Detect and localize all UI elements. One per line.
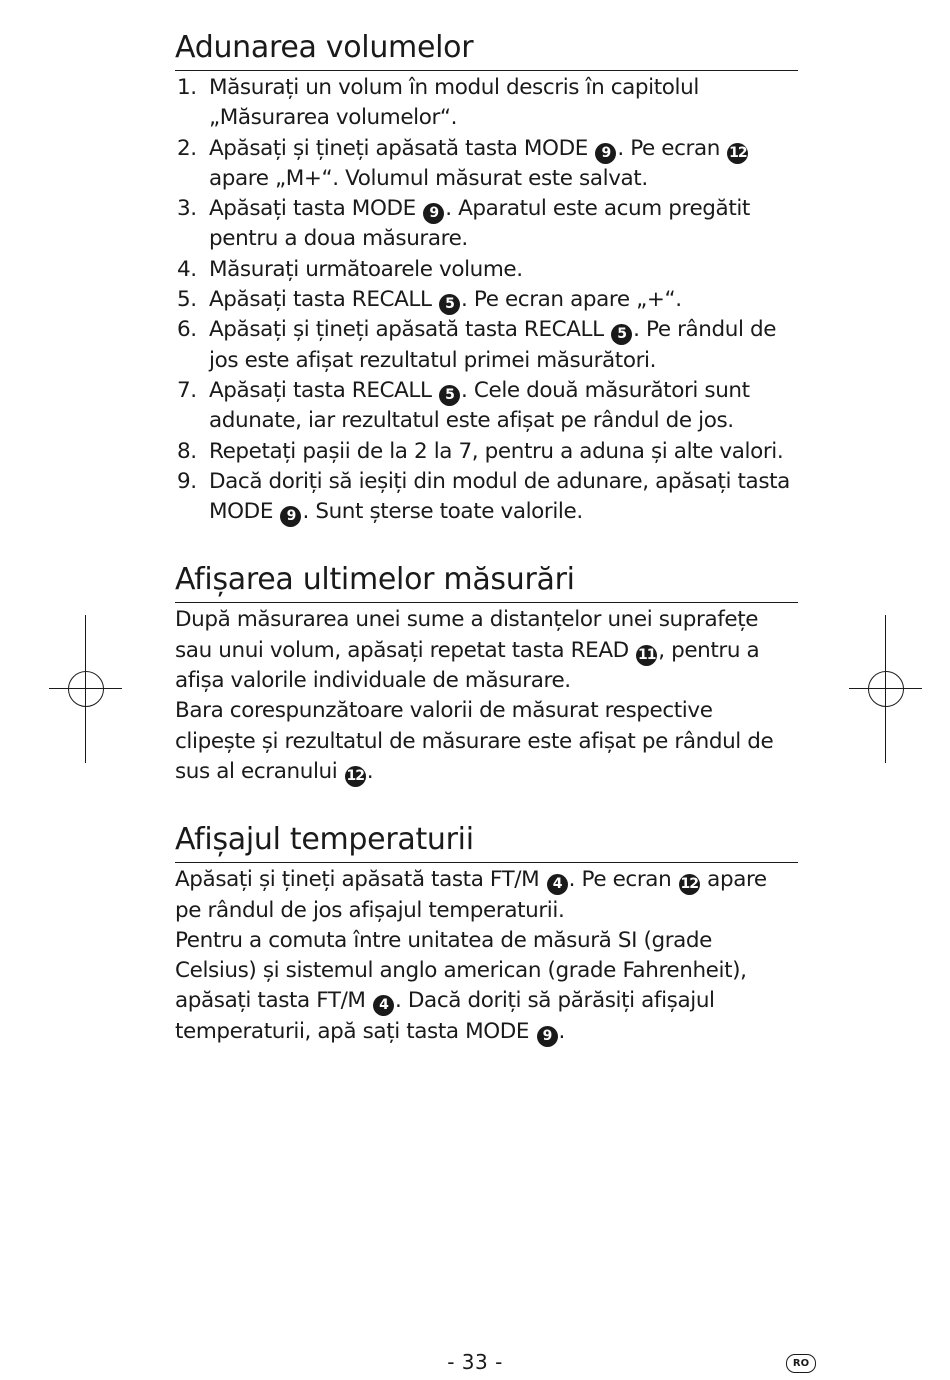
list-item: 7. Apăsați tasta RECALL 5 . Cele două măsurători sunt adunate, iar rezultatul este afișat pe rândul de jos. <box>177 377 750 434</box>
list-item: 8. Repetați pașii de la 2 la 7, pentru a aduna și alte valori. <box>177 438 784 464</box>
section-volume-addition <box>175 28 798 527</box>
list-item: 3. Apăsați tasta MODE 9 . Aparatul este acum pregătit pentru a doua măsurare. <box>177 196 750 252</box>
callout-number-icon: 12 <box>345 766 366 787</box>
callout-number-icon: 5 <box>439 294 460 315</box>
paragraph: Bara corespunzătoare valorii de măsurat respective clipește și rezultatul de măsurare este afișat pe rândul de sus al ecranului 12 . <box>175 696 798 787</box>
list-item: 1. Măsurați un volum în modul descris în capitolul „Măsurarea volumelor“. <box>177 75 699 131</box>
crop-mark-right-icon <box>849 615 922 763</box>
paragraph: După măsurarea unei sume a distanțelor unei suprafețe sau unui volum, apăsați repetat tasta READ 11 , pentru a afișa valorile individuale de măsurare. <box>175 607 760 694</box>
callout-number-icon: 9 <box>423 203 444 224</box>
list-item: 5. Apăsați tasta RECALL 5 . Pe ecran apare „+“. <box>175 285 798 315</box>
callout-number-icon: 9 <box>595 143 616 164</box>
section-last-measurements <box>175 560 798 787</box>
list-item: 2. Apăsați și țineți apăsată tasta MODE 9 . Pe ecran 12 apare „M+“. Volumul măsurat este salvat. <box>177 135 747 191</box>
callout-number-icon: 11 <box>636 645 657 666</box>
page-number: - 33 - <box>447 1350 503 1374</box>
callout-number-icon: 4 <box>373 995 394 1016</box>
callout-number-icon: 12 <box>679 874 700 895</box>
paragraph: Apăsați și țineți apăsată tasta FT/M 4 . Pe ecran 12 apare pe rândul de jos afișajul temperaturii. <box>175 867 767 923</box>
paragraph: Pentru a comuta între unitatea de măsură SI (grade Celsius) și sistemul anglo american (grade Fahrenheit), apăsați tasta FT/M 4 . Dacă doriți să părăsiți afișajul temperaturii, apă sați tasta MODE 9 . <box>175 926 798 1047</box>
section-title: Afișajul temperaturii <box>175 820 798 863</box>
callout-number-icon: 9 <box>280 506 301 527</box>
list-item: 6. Apăsați și țineți apăsată tasta RECALL 5 . Pe rândul de jos este afișat rezultatul primei măsurători. <box>177 317 777 373</box>
callout-number-icon: 12 <box>727 143 748 164</box>
steps-list <box>175 73 798 527</box>
section-title: Adunarea volumelor <box>175 28 798 71</box>
callout-number-icon: 9 <box>537 1026 558 1047</box>
section-title: Afișarea ultimelor măsurări <box>175 560 798 603</box>
language-badge: RO <box>786 1354 816 1373</box>
crop-mark-left-icon <box>49 615 122 763</box>
callout-number-icon: 5 <box>439 385 460 406</box>
section-temperature-display <box>175 820 798 1047</box>
list-item: 4. Măsurați următoarele volume. <box>177 256 523 282</box>
callout-number-icon: 5 <box>611 324 632 345</box>
callout-number-icon: 4 <box>547 874 568 895</box>
page-content <box>175 28 798 1047</box>
list-item: 9. Dacă doriți să ieșiți din modul de adunare, apăsați tasta MODE 9 . Sunt șterse toate valorile. <box>175 467 798 528</box>
